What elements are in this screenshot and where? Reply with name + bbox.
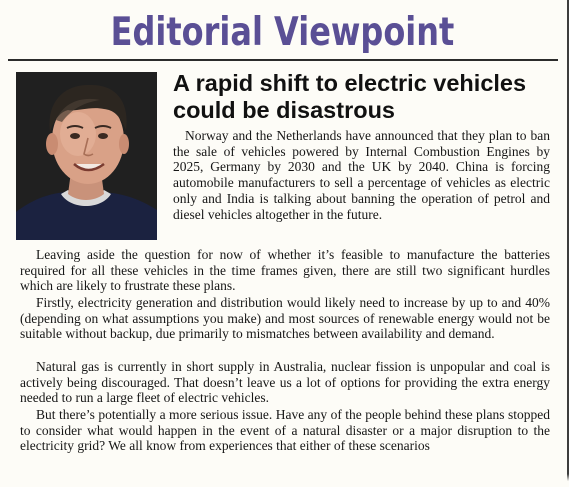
article-body-full-width	[20, 407, 550, 454]
article-headline: A rapid shift to electric vehicles could be disastrous	[173, 70, 527, 123]
paragraph-1: Norway and the Netherlands have announced that they plan to ban the sale of vehicles powered by Internal Combustion Engines by 2025, Germany by 2030 and the UK by 2040. China is forcing automobile manufacturers to sell a percentage of vehicles as electric only and India is talking about banning the operation of petrol and diesel vehicles altogether in the future.	[173, 128, 550, 222]
paragraph-5: But there’s potentially a more serious issue. Have any of the people behind these plans stopped to consider what would happen in the event of a natural disaster or a major disruption to the electricity grid? We all know from experiences that either of these scenarios	[20, 407, 550, 454]
article-body-full-width	[20, 295, 550, 342]
paragraph-2: Leaving aside the question for now of whether it’s feasible to manufacture the batteries required for all these vehicles in the time frames given, there are still two significant hurdles which are likely to frustrate these plans.	[20, 247, 550, 294]
article-body-full-width	[20, 359, 550, 406]
page-cutoff-edge	[0, 474, 569, 487]
article-body-full-width	[20, 247, 550, 294]
section-masthead: Editorial Viewpoint	[110, 10, 455, 55]
author-portrait-image	[16, 72, 157, 240]
article-body-column-right	[173, 128, 550, 222]
author-photo	[16, 72, 157, 240]
paragraph-3: Firstly, electricity generation and distribution would likely need to increase by up to and 40% (depending on what assumptions you make) and most sources of renewable energy would not be suitable without backup, due primarily to mismatches between availability and demand.	[20, 295, 550, 342]
masthead-rule	[8, 59, 558, 61]
paragraph-4: Natural gas is currently in short supply in Australia, nuclear fission is unpopular and coal is actively being discouraged. That doesn’t leave us a lot of options for providing the extra energy needed to run a large fleet of electric vehicles.	[20, 359, 550, 406]
